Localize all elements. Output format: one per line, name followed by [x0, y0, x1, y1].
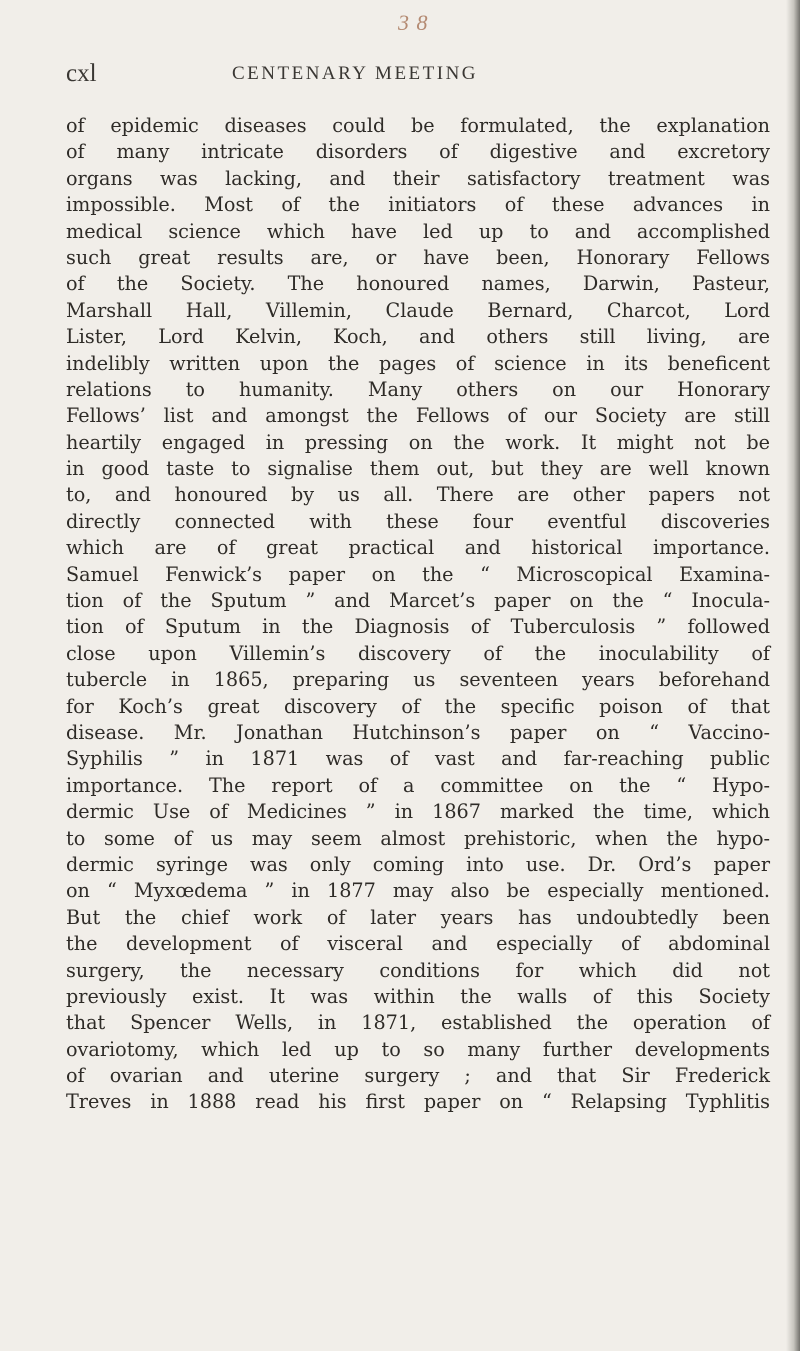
text-line: surgery, the necessary conditions for which did not: [66, 958, 770, 982]
text-line: Lister, Lord Kelvin, Koch, and others still living, are: [66, 325, 770, 349]
text-line: ovariotomy, which led up to so many further developments: [66, 1037, 770, 1061]
text-line: which are of great practical and historical importance.: [66, 536, 770, 560]
text-line: directly connected with these four eventful discoveries: [66, 509, 770, 533]
text-line: Syphilis ” in 1871 was of vast and far-reaching public: [66, 747, 770, 771]
text-line: Samuel Fenwick’s paper on the “ Microscopical Examina-: [66, 562, 770, 586]
text-line: But the chief work of later years has undoubtedly been: [66, 905, 770, 929]
text-line: of epidemic diseases could be formulated, the explanation: [66, 114, 770, 137]
text-line: importance. The report of a committee on the “ Hypo-: [66, 773, 770, 797]
text-line: Treves in 1888 read his first paper on “ Relapsing Typhlitis: [66, 1090, 770, 1114]
text-line: disease. Mr. Jonathan Hutchinson’s paper on “ Vaccino-: [66, 720, 770, 744]
text-line: in good taste to signalise them out, but they are well known: [66, 457, 770, 481]
page-edge-shadow: [786, 0, 800, 1351]
text-line: dermic syringe was only coming into use. Dr. Ord’s paper: [66, 852, 770, 876]
text-line: tubercle in 1865, preparing us seventeen years beforehand: [66, 668, 770, 692]
text-line: that Spencer Wells, in 1871, established the operation of: [66, 1011, 770, 1035]
text-line: medical science which have led up to and accomplished: [66, 219, 770, 243]
text-line: for Koch’s great discovery of the specific poison of that: [66, 694, 770, 718]
text-line: relations to humanity. Many others on our Honorary: [66, 377, 770, 401]
text-line: such great results are, or have been, Honorary Fellows: [66, 245, 770, 269]
text-line: tion of Sputum in the Diagnosis of Tuberculosis ” followed: [66, 615, 770, 639]
text-line: previously exist. It was within the walls of this Society: [66, 984, 770, 1008]
text-line: to, and honoured by us all. There are other papers not: [66, 483, 770, 507]
text-line: of ovarian and uterine surgery ; and that Sir Frederick: [66, 1064, 770, 1088]
running-head: CENTENARY MEETING: [232, 63, 479, 84]
text-line: Marshall Hall, Villemin, Claude Bernard, Charcot, Lord: [66, 298, 770, 322]
page-number: cxl: [66, 60, 97, 87]
text-line: of many intricate disorders of digestive and excretory: [66, 140, 770, 164]
body-text: [66, 113, 770, 1116]
text-line: to some of us may seem almost prehistoric, when the hypo-: [66, 826, 770, 850]
text-line: heartily engaged in pressing on the work. It might not be: [66, 430, 770, 454]
text-line: Fellows’ list and amongst the Fellows of our Society are still: [66, 404, 770, 428]
text-line: of the Society. The honoured names, Darwin, Pasteur,: [66, 272, 770, 296]
text-line: impossible. Most of the initiators of these advances in: [66, 193, 770, 217]
text-line: dermic Use of Medicines ” in 1867 marked the time, which: [66, 800, 770, 824]
handwritten-folio-mark: 3 8: [398, 10, 429, 35]
text-line: on “ Myxœdema ” in 1877 may also be especially mentioned.: [66, 879, 770, 903]
text-line: indelibly written upon the pages of science in its beneficent: [66, 351, 770, 375]
text-line: organs was lacking, and their satisfactory treatment was: [66, 166, 770, 190]
text-line: close upon Villemin’s discovery of the inoculability of: [66, 641, 770, 665]
text-line: tion of the Sputum ” and Marcet’s paper on the “ Inocula-: [66, 589, 770, 613]
text-line: the development of visceral and especially of abdominal: [66, 932, 770, 956]
